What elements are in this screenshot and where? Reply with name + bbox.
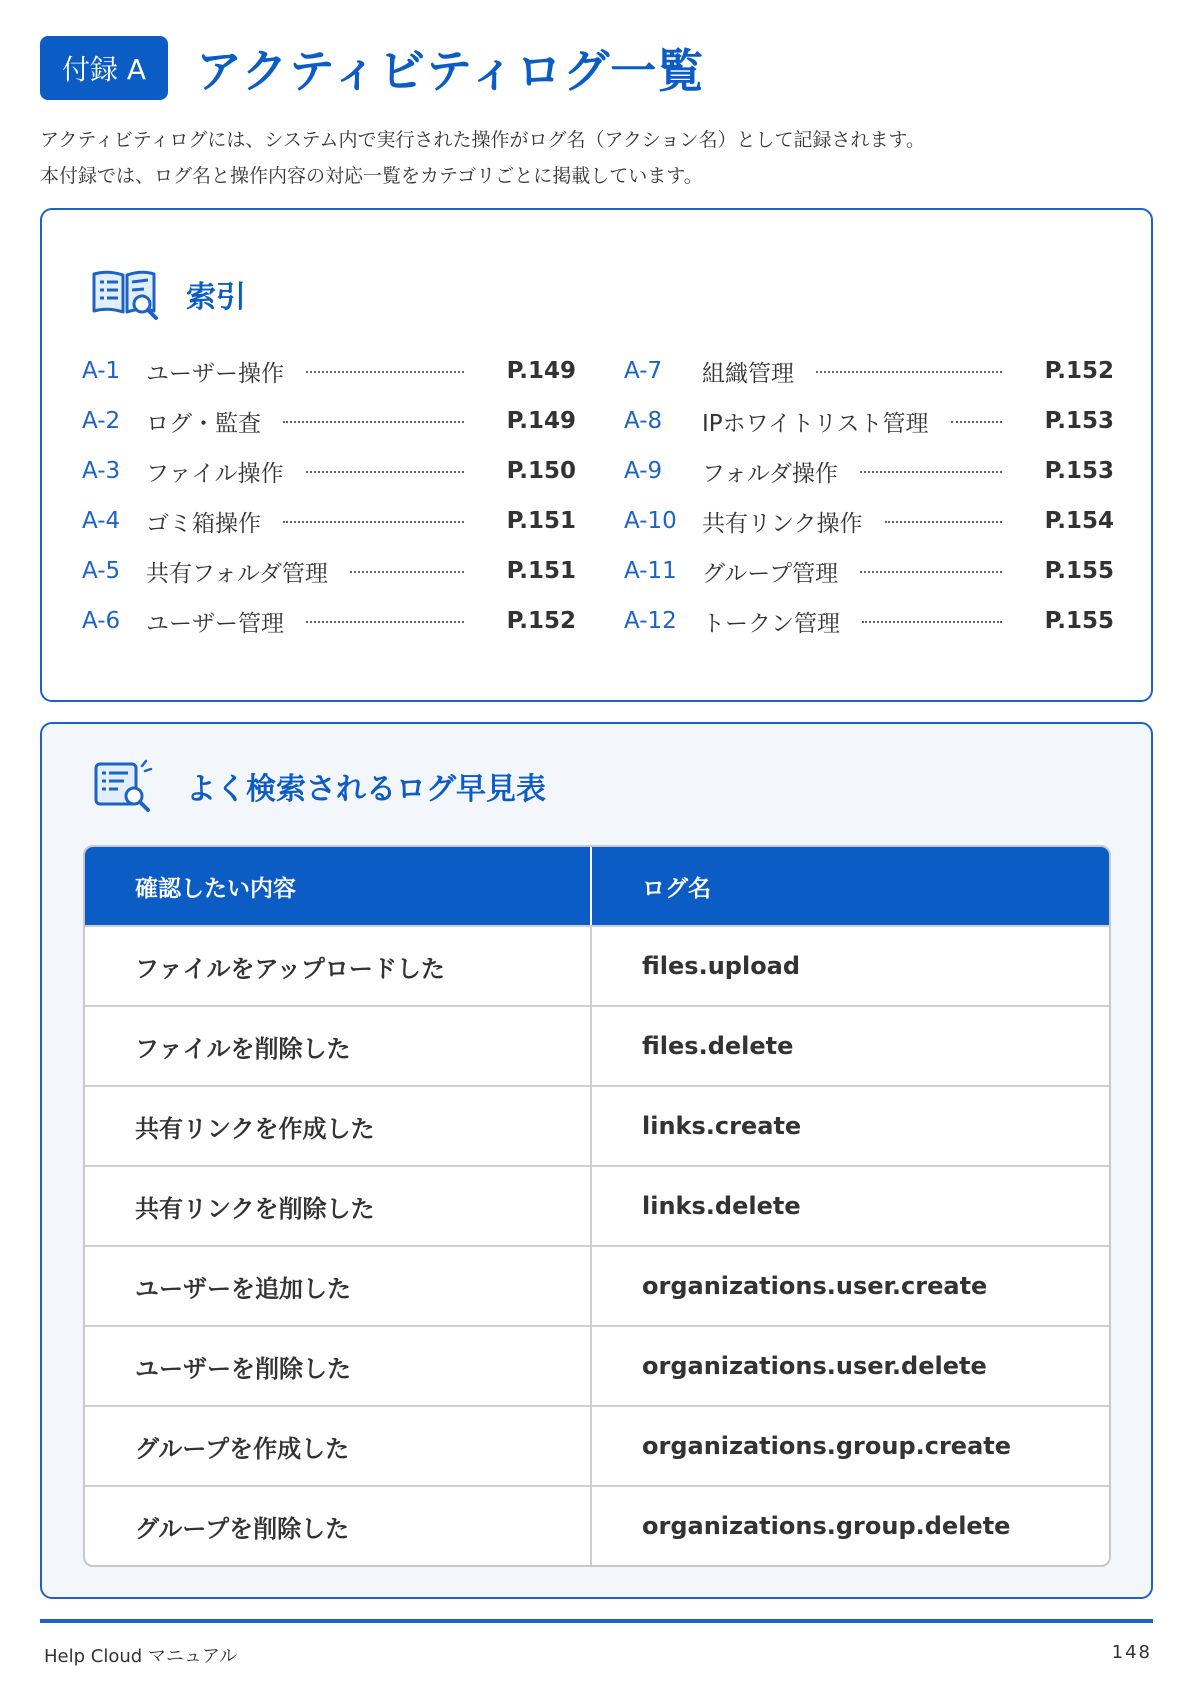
index-page: P.151 xyxy=(506,508,576,534)
index-label: 共有リンク操作 xyxy=(702,510,863,537)
footer-manual-title: Help Cloud マニュアル xyxy=(44,1646,238,1667)
index-label: ログ・監査 xyxy=(146,410,261,437)
table-row xyxy=(85,1245,1109,1325)
index-label: ファイル操作 xyxy=(146,460,284,487)
appendix-badge: 付録 A xyxy=(40,36,168,100)
index-label: フォルダ操作 xyxy=(702,460,838,487)
index-page: P.151 xyxy=(506,558,576,584)
index-column-left xyxy=(82,346,576,646)
table-cell-content: ユーザーを追加した xyxy=(85,1247,592,1325)
index-code: A-5 xyxy=(82,558,121,584)
dot-leader xyxy=(885,521,1002,523)
table-row xyxy=(85,1405,1109,1485)
dot-leader xyxy=(951,421,1002,423)
table-cell-content: 共有リンクを作成した xyxy=(85,1087,592,1165)
index-page: P.153 xyxy=(1044,458,1114,484)
table-row xyxy=(85,1325,1109,1405)
index-row[interactable] xyxy=(624,396,1114,446)
index-label: 組織管理 xyxy=(702,360,794,387)
index-page: P.150 xyxy=(506,458,576,484)
dot-leader xyxy=(860,571,1002,573)
dot-leader xyxy=(306,371,464,373)
quick-heading-text: よく検索されるログ早見表 xyxy=(186,772,546,807)
index-row[interactable] xyxy=(82,346,576,396)
index-code: A-12 xyxy=(624,608,677,634)
index-code: A-7 xyxy=(624,358,663,384)
index-label: 共有フォルダ管理 xyxy=(146,560,328,587)
table-cell-log-name: organizations.user.create xyxy=(642,1272,988,1300)
footer-page-number: 148 xyxy=(1111,1642,1152,1663)
index-code: A-4 xyxy=(82,508,121,534)
index-page: P.152 xyxy=(1044,358,1114,384)
index-row[interactable] xyxy=(82,396,576,446)
index-page: P.153 xyxy=(1044,408,1114,434)
index-label: IPホワイトリスト管理 xyxy=(702,410,929,437)
index-label: ユーザー操作 xyxy=(146,360,284,387)
table-header xyxy=(85,847,1109,925)
index-row[interactable] xyxy=(82,446,576,496)
index-panel xyxy=(40,208,1153,702)
table-cell-log-name: files.upload xyxy=(642,952,801,980)
column-header-log-name: ログ名 xyxy=(642,875,711,902)
table-cell-log-name: organizations.group.delete xyxy=(642,1512,1011,1540)
table-row xyxy=(85,1085,1109,1165)
table-cell-log-name: organizations.group.create xyxy=(642,1432,1012,1460)
column-header-content: 確認したい内容 xyxy=(85,847,592,925)
index-row[interactable] xyxy=(624,596,1114,646)
table-row xyxy=(85,1165,1109,1245)
table-cell-content: ファイルをアップロードした xyxy=(85,927,592,1005)
intro-text xyxy=(40,122,925,194)
index-code: A-3 xyxy=(82,458,121,484)
page-title: アクティビティログ一覧 xyxy=(196,44,705,98)
page-header xyxy=(40,36,704,100)
dot-leader xyxy=(350,571,464,573)
index-page: P.149 xyxy=(506,358,576,384)
dot-leader xyxy=(816,371,1002,373)
book-search-icon xyxy=(90,266,160,322)
table-cell-content: ユーザーを削除した xyxy=(85,1327,592,1405)
index-code: A-10 xyxy=(624,508,677,534)
index-page: P.152 xyxy=(506,608,576,634)
index-page: P.155 xyxy=(1044,558,1114,584)
table-cell-content: ファイルを削除した xyxy=(85,1007,592,1085)
index-code: A-9 xyxy=(624,458,663,484)
table-row xyxy=(85,1485,1109,1565)
index-label: ゴミ箱操作 xyxy=(146,510,261,537)
index-label: ユーザー管理 xyxy=(146,610,284,637)
table-cell-content: グループを削除した xyxy=(85,1487,592,1565)
footer-divider xyxy=(40,1619,1153,1623)
table-cell-log-name: organizations.user.delete xyxy=(642,1352,987,1380)
index-row[interactable] xyxy=(82,596,576,646)
log-table xyxy=(83,845,1111,1567)
index-code: A-8 xyxy=(624,408,663,434)
index-code: A-6 xyxy=(82,608,121,634)
index-code: A-2 xyxy=(82,408,121,434)
dot-leader xyxy=(283,521,464,523)
index-code: A-11 xyxy=(624,558,677,584)
dot-leader xyxy=(862,621,1002,623)
list-search-icon xyxy=(90,758,160,814)
table-cell-content: 共有リンクを削除した xyxy=(85,1167,592,1245)
index-page: P.149 xyxy=(506,408,576,434)
table-cell-log-name: links.create xyxy=(642,1112,802,1140)
index-page: P.155 xyxy=(1044,608,1114,634)
table-row xyxy=(85,1005,1109,1085)
index-page: P.154 xyxy=(1044,508,1114,534)
table-cell-log-name: links.delete xyxy=(642,1192,801,1220)
index-code: A-1 xyxy=(82,358,121,384)
dot-leader xyxy=(860,471,1002,473)
index-heading-text: 索引 xyxy=(186,280,246,315)
intro-line: 本付録では、ログ名と操作内容の対応一覧をカテゴリごとに掲載しています。 xyxy=(40,165,703,187)
table-row xyxy=(85,925,1109,1005)
table-cell-content: グループを作成した xyxy=(85,1407,592,1485)
quick-heading xyxy=(90,758,546,814)
index-heading xyxy=(90,266,246,322)
index-row[interactable] xyxy=(82,546,576,596)
intro-line: アクティビティログには、システム内で実行された操作がログ名（アクション名）として記録されます。 xyxy=(40,129,926,151)
index-label: グループ管理 xyxy=(702,560,839,587)
index-row[interactable] xyxy=(624,496,1114,546)
dot-leader xyxy=(306,621,464,623)
table-cell-log-name: files.delete xyxy=(642,1032,794,1060)
index-label: トークン管理 xyxy=(702,610,840,637)
index-row[interactable] xyxy=(82,496,576,546)
index-row[interactable] xyxy=(624,446,1114,496)
dot-leader xyxy=(283,421,464,423)
index-row[interactable] xyxy=(624,546,1114,596)
index-column-right xyxy=(624,346,1114,646)
dot-leader xyxy=(306,471,464,473)
quick-reference-panel xyxy=(40,722,1153,1599)
index-row[interactable] xyxy=(624,346,1114,396)
